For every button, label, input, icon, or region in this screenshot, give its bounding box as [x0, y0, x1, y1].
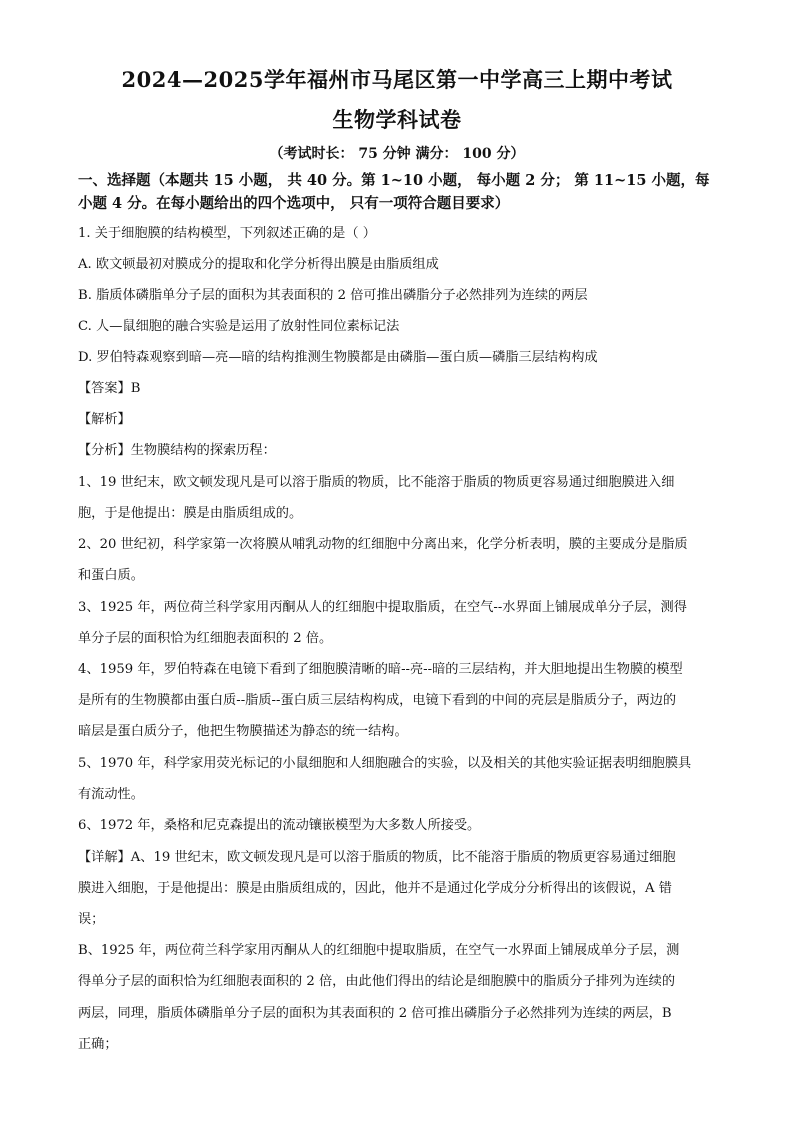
analysis-label: 【解析】	[78, 412, 131, 427]
analysis-intro: 【分析】生物膜结构的探索历程：	[78, 443, 276, 458]
answer-line: 【答案】B	[78, 381, 141, 396]
detail-b-line1: B、1925 年，两位荷兰科学家用丙酮从人的红细胞中提取脂质，在空气一水界面上铺展成单分子层，测	[78, 943, 680, 958]
history-item-6: 6、1972 年，桑格和尼克森提出的流动镶嵌模型为大多数人所接受。	[78, 818, 481, 833]
option-d: D. 罗伯特森观察到暗—亮—暗的结构推测生物膜都是由磷脂—蛋白质—磷脂三层结构构成	[78, 350, 598, 365]
option-b: B. 脂质体磷脂单分子层的面积为其表面积的 2 倍可推出磷脂分子必然排列为连续的两层	[78, 288, 588, 303]
detail-b-line3: 两层，同理，脂质体磷脂单分子层的面积为其表面积的 2 倍可推出磷脂分子必然排列为连续的两层，B	[78, 1006, 672, 1021]
detail-a-line2: 膜进入细胞，于是他提出：膜是由脂质组成的，因此，他并不是通过化学成分分析得出的该假说，A 错	[78, 881, 672, 896]
history-item-4-cont2: 暗层是蛋白质分子，他把生物膜描述为静态的统一结构。	[78, 724, 408, 739]
history-item-3-cont: 单分子层的面积恰为红细胞表面积的 2 倍。	[78, 631, 333, 646]
detail-b-line4: 正确；	[78, 1037, 118, 1052]
option-c: C. 人—鼠细胞的融合实验是运用了放射性同位素标记法	[78, 319, 400, 334]
history-item-2-cont: 和蛋白质。	[78, 568, 144, 583]
detail-b-line2: 得单分子层的面积恰为红细胞表面积的 2 倍，由此他们得出的结论是细胞膜中的脂质分子排列为连续的	[78, 974, 676, 989]
question-stem: 1. 关于细胞膜的结构模型，下列叙述正确的是（ ）	[78, 226, 376, 241]
option-a: A. 欧文顿最初对膜成分的提取和化学分析得出膜是由脂质组成	[78, 257, 439, 272]
exam-info: （考试时长： 75 分钟 满分： 100 分）	[269, 146, 525, 162]
history-item-4-cont1: 是所有的生物膜都由蛋白质--脂质--蛋白质三层结构构成，电镜下看到的中间的亮层是脂质分子，两边的	[78, 693, 677, 708]
history-item-4: 4、1959 年，罗伯特森在电镜下看到了细胞膜清晰的暗--亮--暗的三层结构，并大胆地提出生物膜的模型	[78, 662, 683, 677]
detail-a-line1: 【详解】A、19 世纪末，欧文顿发现凡是可以溶于脂质的物质，比不能溶于脂质的物质更容易通过细胞	[78, 850, 676, 865]
exam-title: 2024—2025学年福州市马尾区第一中学高三上期中考试	[121, 67, 673, 92]
section-heading-line2: 小题 4 分。在每小题给出的四个选项中， 只有一项符合题目要求）	[78, 195, 510, 212]
history-item-5-cont: 有流动性。	[78, 787, 144, 802]
section-heading-line1: 一、选择题（本题共 15 小题， 共 40 分。第 1~10 小题， 每小题 2 分； 第 11~15 小题，每	[78, 172, 710, 189]
subject-title: 生物学科试卷	[332, 107, 462, 132]
history-item-1: 1、19 世纪末，欧文顿发现凡是可以溶于脂质的物质，比不能溶于脂质的物质更容易通过细胞膜进入细	[78, 475, 675, 490]
history-item-1-cont: 胞，于是他提出：膜是由脂质组成的。	[78, 506, 303, 521]
history-item-5: 5、1970 年，科学家用荧光标记的小鼠细胞和人细胞融合的实验，以及相关的其他实验证据表明细胞膜具	[78, 756, 692, 771]
history-item-2: 2、20 世纪初，科学家第一次将膜从哺乳动物的红细胞中分离出来，化学分析表明，膜的主要成分是脂质	[78, 537, 688, 552]
detail-a-line3: 误；	[78, 912, 105, 927]
history-item-3: 3、1925 年，两位荷兰科学家用丙酮从人的红细胞中提取脂质，在空气--水界面上铺展成单分子层，测得	[78, 600, 687, 615]
